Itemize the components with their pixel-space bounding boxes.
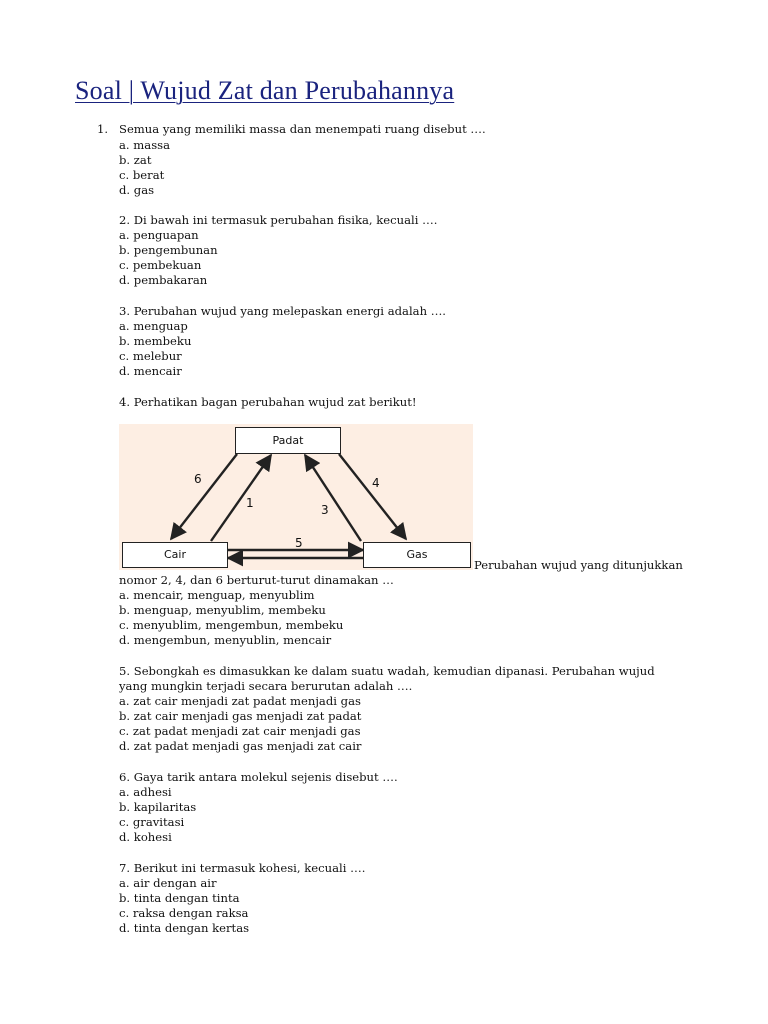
label-1: 1 [246,496,254,510]
question-1-option-c: c. berat [119,168,165,182]
question-7-option-b: b. tinta dengan tinta [119,891,240,905]
question-3-option-b: b. membeku [119,334,192,348]
box-padat: Padat [235,427,341,454]
question-2-option-d: d. pembakaran [119,273,208,287]
question-7-option-a: a. air dengan air [119,876,217,890]
question-1-text: Semua yang memiliki massa dan menempati ruang disebut …. [119,122,486,136]
question-2-option-c: c. pembekuan [119,258,202,272]
question-1-option-d: d. gas [119,183,155,197]
box-cair: Cair [122,542,228,568]
question-4-option-c: c. menyublim, mengembun, membeku [119,618,344,632]
question-5-option-b: b. zat cair menjadi gas menjadi zat padat [119,709,362,723]
question-4-option-d: d. mengembun, menyublin, mencair [119,633,332,647]
state-change-diagram [119,424,473,570]
page-title: Soal | Wujud Zat dan Perubahannya [75,76,455,105]
question-6-option-b: b. kapilaritas [119,800,197,814]
question-4-text: 4. Perhatikan bagan perubahan wujud zat berikut! [119,395,417,409]
question-6-option-a: a. adhesi [119,785,172,799]
arrow-1 [211,455,271,541]
label-3: 3 [321,503,329,517]
question-1-number: 1. [97,122,109,136]
arrow-3 [305,455,361,541]
question-2-text: 2. Di bawah ini termasuk perubahan fisika, kecuali …. [119,213,438,227]
question-4-option-a: a. mencair, menguap, menyublim [119,588,315,602]
question-7-option-d: d. tinta dengan kertas [119,921,250,935]
question-4-text-2: nomor 2, 4, dan 6 berturut-turut dinamakan … [119,573,394,587]
question-1-option-b: b. zat [119,153,152,167]
question-5-text: 5. Sebongkah es dimasukkan ke dalam suatu wadah, kemudian dipanasi. Perubahan wujud [119,664,655,678]
question-6-text: 6. Gaya tarik antara molekul sejenis disebut …. [119,770,398,784]
question-3-text: 3. Perubahan wujud yang melepaskan energi adalah …. [119,304,446,318]
question-3-option-c: c. melebur [119,349,182,363]
question-3-option-d: d. mencair [119,364,182,378]
label-6: 6 [194,472,202,486]
question-5-option-d: d. zat padat menjadi gas menjadi zat cair [119,739,362,753]
question-3-option-a: a. menguap [119,319,188,333]
question-7-text: 7. Berikut ini termasuk kohesi, kecuali …. [119,861,366,875]
question-7-option-c: c. raksa dengan raksa [119,906,249,920]
question-2-option-b: b. pengembunan [119,243,218,257]
question-2-option-a: a. penguapan [119,228,199,242]
arrow-6 [171,454,237,539]
question-5-option-a: a. zat cair menjadi zat padat menjadi gas [119,694,361,708]
question-5-text-2: yang mungkin terjadi secara berurutan adalah …. [119,679,413,693]
question-1-option-a: a. massa [119,138,171,152]
question-4-option-b: b. menguap, menyublim, membeku [119,603,326,617]
label-5: 5 [295,536,303,550]
box-gas: Gas [363,542,471,568]
question-4-continuation: Perubahan wujud yang ditunjukkan [474,558,683,572]
arrow-4 [339,454,406,539]
question-6-option-c: c. gravitasi [119,815,185,829]
question-5-option-c: c. zat padat menjadi zat cair menjadi gas [119,724,361,738]
label-4: 4 [372,476,380,490]
question-6-option-d: d. kohesi [119,830,172,844]
